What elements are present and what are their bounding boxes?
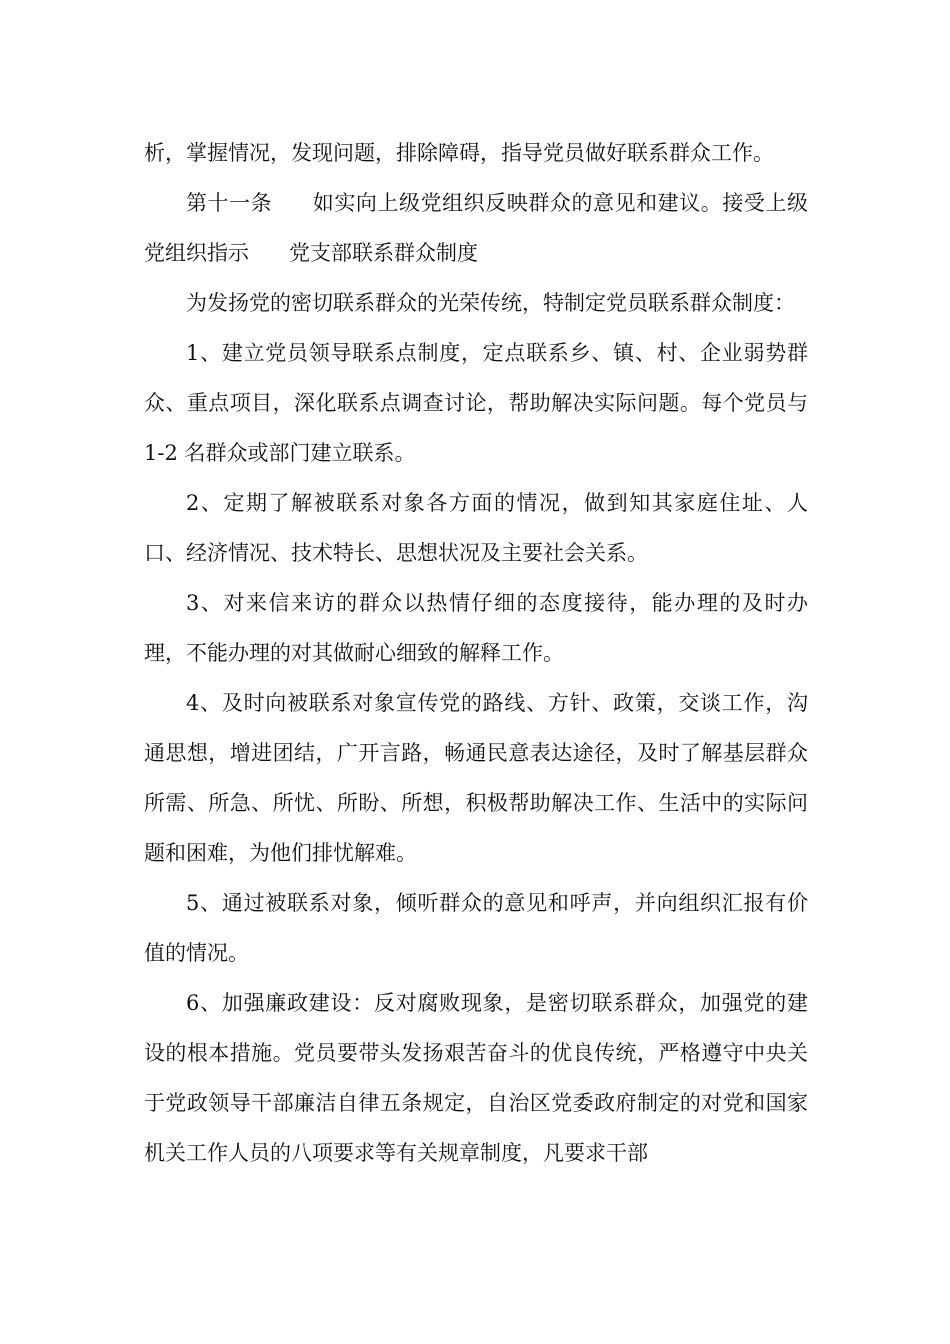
paragraph-item-6: 6、加强廉政建设：反对腐败现象，是密切联系群众，加强党的建设的根本措施。党员要带头发扬艰苦奋斗的优良传统，严格遵守中央关于党政领导干部廉洁自律五条规定，自治区党委政府制定的对党和国家机关工作人员的八项要求等有关规章制度，凡要求干部: [144, 991, 808, 1165]
paragraph-intro: 为发扬党的密切联系群众的光荣传统，特制定党员联系群众制度：: [186, 291, 795, 315]
paragraph-item-5: 5、通过被联系对象，倾听群众的意见和呼声，并向组织汇报有价值的情况。: [144, 891, 808, 965]
section-heading: 党支部联系群众制度: [289, 241, 478, 265]
paragraph-item-4: 4、及时向被联系对象宣传党的路线、方针、政策，交谈工作，沟通思想，增进团结，广开言路，畅通民意表达途径，及时了解基层群众所需、所急、所忧、所盼、所想，积极帮助解决工作、生活中的实际问题和困难，为他们排忧解难。: [144, 691, 808, 865]
paragraph-article-11: [144, 178, 808, 278]
paragraph-item-3: 3、对来信来访的群众以热情仔细的态度接待，能办理的及时办理，不能办理的对其做耐心细致的解释工作。: [144, 591, 808, 665]
document-page: [144, 128, 808, 1178]
paragraph-continuation: 析，掌握情况，发现问题，排除障碍，指导党员做好联系群众工作。: [144, 141, 774, 165]
paragraph-item-2: 2、定期了解被联系对象各方面的情况，做到知其家庭住址、人口、经济情况、技术特长、思想状况及主要社会关系。: [144, 491, 808, 565]
paragraph-item-1: 1、建立党员领导联系点制度，定点联系乡、镇、村、企业弱势群众、重点项目，深化联系点调查讨论，帮助解决实际问题。每个党员与 1-2 名群众或部门建立联系。: [144, 341, 808, 465]
article-number: 第十一条: [186, 191, 273, 215]
article-text: 如实向上级党组织反映群众的意见和建议。接受上级党组织指示: [144, 191, 809, 265]
